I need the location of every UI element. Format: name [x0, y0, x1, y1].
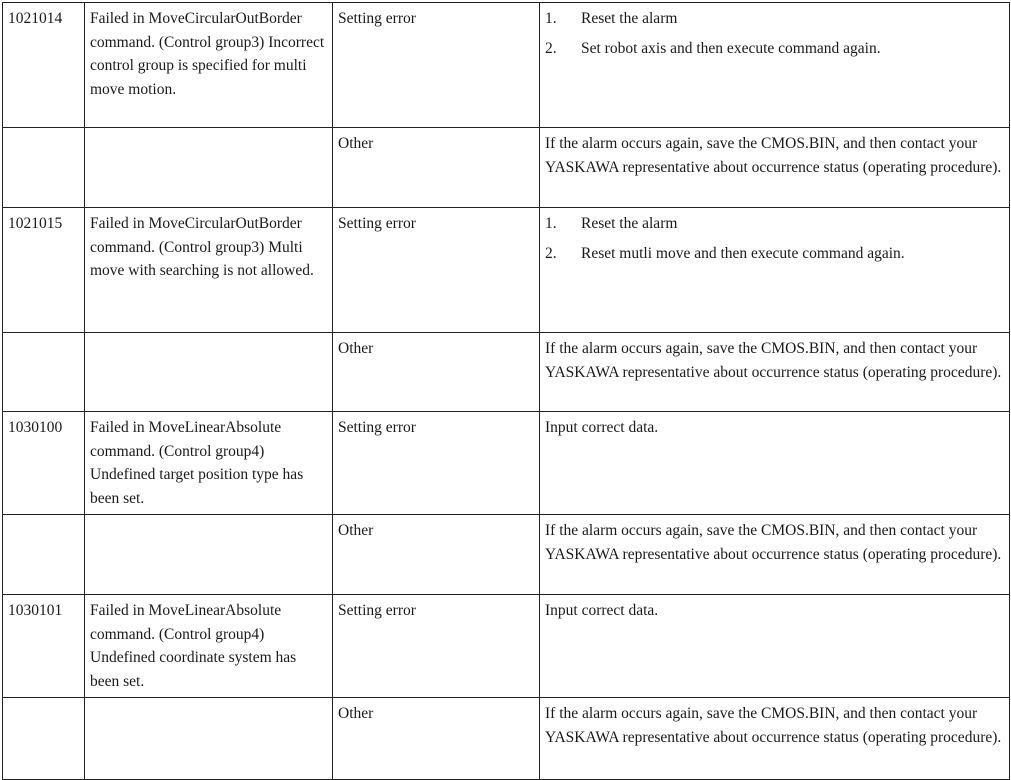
alarm-code: 1030100 — [3, 412, 85, 515]
alarm-code: 1021015 — [3, 208, 85, 333]
alarm-remedy: If the alarm occurs again, save the CMOS.BIN, and then contact your YASKAWA representative about occurrence status (operating procedure). — [540, 698, 1010, 780]
step-text: Reset the alarm — [581, 10, 678, 27]
alarm-table — [2, 2, 1010, 780]
alarm-description: Failed in MoveLinearAbsolute command. (Control group4) Undefined coordinate system has been set. — [85, 595, 333, 698]
alarm-code-empty — [3, 333, 85, 412]
step-number: 2. — [545, 39, 557, 57]
alarm-description: Failed in MoveLinearAbsolute command. (Control group4) Undefined target position type has been set. — [85, 412, 333, 515]
alarm-remedy: If the alarm occurs again, save the CMOS.BIN, and then contact your YASKAWA representative about occurrence status (operating procedure). — [540, 333, 1010, 412]
remedy-step — [545, 7, 1005, 31]
step-text: Reset mutli move and then execute command again. — [581, 244, 905, 262]
alarm-description-empty — [85, 128, 333, 208]
alarm-description: Failed in MoveCircularOutBorder command. (Control group3) Multi move with searching is not allowed. — [85, 208, 333, 333]
table-row — [3, 595, 1010, 698]
table-row — [3, 3, 1010, 128]
alarm-remedy: Input correct data. — [540, 595, 1010, 698]
table-row — [3, 515, 1010, 595]
alarm-remedy: Input correct data. — [540, 412, 1010, 515]
remedy-steps — [545, 212, 1005, 265]
alarm-description-empty — [85, 698, 333, 780]
alarm-code-empty — [3, 128, 85, 208]
table-row — [3, 698, 1010, 780]
remedy-step — [545, 37, 1005, 61]
alarm-description-empty — [85, 515, 333, 595]
alarm-cause: Setting error — [333, 412, 540, 515]
alarm-description-empty — [85, 333, 333, 412]
remedy-step — [545, 242, 1005, 266]
alarm-cause: Other — [333, 128, 540, 208]
alarm-cause: Setting error — [333, 3, 540, 128]
alarm-cause: Other — [333, 698, 540, 780]
remedy-steps — [545, 7, 1005, 60]
alarm-remedy: If the alarm occurs again, save the CMOS.BIN, and then contact your YASKAWA representative about occurrence status (operating procedure). — [540, 515, 1010, 595]
table-row — [3, 333, 1010, 412]
alarm-cause: Other — [333, 333, 540, 412]
remedy-step — [545, 212, 1005, 236]
table-row — [3, 412, 1010, 515]
alarm-code: 1021014 — [3, 3, 85, 128]
table-row — [3, 128, 1010, 208]
alarm-code-empty — [3, 698, 85, 780]
alarm-cause: Other — [333, 515, 540, 595]
step-number: 1. — [545, 215, 557, 232]
step-number: 1. — [545, 10, 557, 27]
step-text: Set robot axis and then execute command again. — [581, 39, 881, 57]
step-number: 2. — [545, 244, 557, 262]
step-text: Reset the alarm — [581, 215, 678, 232]
alarm-remedy — [540, 3, 1010, 128]
alarm-description: Failed in MoveCircularOutBorder command. (Control group3) Incorrect control group is specified for multi move motion. — [85, 3, 333, 128]
table-row — [3, 208, 1010, 333]
alarm-code-empty — [3, 515, 85, 595]
alarm-cause: Setting error — [333, 595, 540, 698]
alarm-code: 1030101 — [3, 595, 85, 698]
alarm-remedy — [540, 208, 1010, 333]
alarm-remedy: If the alarm occurs again, save the CMOS.BIN, and then contact your YASKAWA representative about occurrence status (operating procedure). — [540, 128, 1010, 208]
alarm-cause: Setting error — [333, 208, 540, 333]
